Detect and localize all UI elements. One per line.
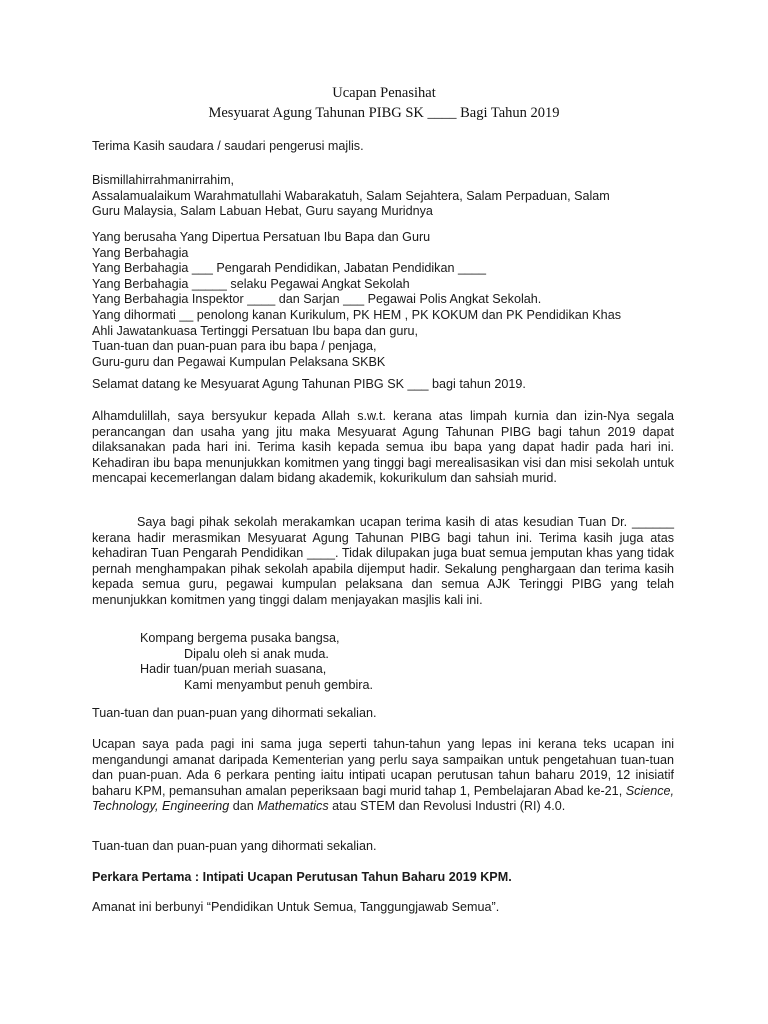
address-line: Tuan-tuan dan puan-puan yang dihormati sekalian. bbox=[92, 839, 377, 853]
amanat-line: Amanat ini berbunyi “Pendidikan Untuk Semua, Tanggungjawab Semua”. bbox=[92, 900, 500, 914]
paragraph-line: menjayakan masjlis kali ini. bbox=[330, 592, 483, 607]
paragraph-line: 2019 dapat dilaksanakan pada hari ini. Terima kasih kepada semua ibu bapa yang dapat bbox=[92, 424, 674, 455]
paragraph-italic-text: Science, Technology, Engineering bbox=[92, 783, 675, 814]
greeting-line: Assalamualaikum Warahmatullahi Wabarakatuh, Salam Sejahtera, Salam Perpaduan, Salam bbox=[92, 188, 610, 203]
protocol-line: Yang Berbahagia _____ selaku Pegawai Angkat Sekolah bbox=[92, 276, 410, 291]
paragraph-line: murid tahap 1, Pembelajaran Abad ke-21, bbox=[389, 783, 623, 798]
paragraph-line: ini mengandungi amanat daripada Kementerian yang perlu saya sampaikan untuk bbox=[92, 737, 674, 767]
thanks-line: Terima Kasih saudara / saudari pengerusi majlis. bbox=[92, 139, 364, 153]
greeting-line: Guru Malaysia, Salam Labuan Hebat, Guru sayang Muridnya bbox=[92, 204, 433, 219]
paragraph-line: juga atas kehadiran Tuan Pengarah Pendidikan ____. Tidak dilupakan juga buat semua bbox=[92, 530, 675, 561]
protocol-line: Yang dihormati __ penolong kanan Kurikulum, PK HEM , PK KOKUM dan PK Pendidikan Khas bbox=[92, 307, 621, 322]
protocol-line: Yang Berbahagia Inspektor ____ dan Sarjan ___ Pegawai Polis Angkat Sekolah. bbox=[92, 292, 542, 307]
paragraph-line: perutusan tahun baharu 2019, 12 inisiatif baharu KPM, pemansuhan amalan peperiksaan bagi bbox=[92, 768, 674, 798]
pantun-verse bbox=[140, 631, 373, 693]
protocol-line: Tuan-tuan dan puan-puan para ibu bapa / penjaga, bbox=[92, 339, 377, 354]
welcome-line: Selamat datang ke Mesyuarat Agung Tahunan PIBG SK ___ bagi tahun 2019. bbox=[92, 377, 526, 391]
protocol-list bbox=[92, 230, 674, 370]
protocol-line: Yang Berbahagia ___ Pengarah Pendidikan, Jabatan Pendidikan ____ bbox=[92, 261, 486, 276]
paragraph-italic-text: Mathematics bbox=[257, 799, 329, 814]
greeting-block bbox=[92, 173, 674, 220]
paragraph-line: dan semua AJK Teringgi PIBG yang telah menunjukkan komitmen yang tinggi dalam bbox=[92, 577, 674, 607]
section-heading: Perkara Pertama : Intipati Ucapan Perutusan Tahun Baharu 2019 KPM. bbox=[92, 870, 512, 884]
paragraph-line: hadir pada hari ini. Kehadiran ibu bapa menunjukkan komitmen yang tinggi bagi bbox=[92, 440, 675, 470]
protocol-line: Guru-guru dan Pegawai Kumpulan Pelaksana SKBK bbox=[92, 354, 386, 369]
pantun-line: Kompang bergema pusaka bangsa, bbox=[140, 631, 340, 645]
paragraph-line: segala perancangan dan usaha yang jitu maka Mesyuarat Agung Tahunan PIBG bagi tahun bbox=[92, 409, 674, 439]
pantun-line: Kami menyambut penuh gembira. bbox=[184, 677, 374, 692]
paragraph-3 bbox=[92, 737, 674, 815]
document-title: Ucapan Penasihat bbox=[332, 85, 436, 101]
pantun-line: Hadir tuan/puan meriah suasana, bbox=[140, 662, 327, 677]
paragraph-1 bbox=[92, 409, 674, 487]
protocol-line: Yang berusaha Yang Dipertua Persatuan Ibu Bapa dan Guru bbox=[92, 230, 431, 244]
paragraph-line: merealisasikan visi dan misi sekolah untuk mencapai kecemerlangan dalam bidang bbox=[92, 455, 674, 486]
paragraph-line: dan bbox=[232, 799, 254, 814]
protocol-line: Yang Berbahagia bbox=[92, 245, 189, 260]
paragraph-line: akademik, kokurikulum dan sahsiah murid. bbox=[318, 471, 557, 486]
document-subtitle: Mesyuarat Agung Tahunan PIBG SK ____ Bagi Tahun 2019 bbox=[208, 105, 560, 121]
paragraph-line: Alhamdulillah, saya bersyukur kepada Allah s.w.t. kerana atas limpah kurnia dan izin-Nya bbox=[92, 409, 630, 423]
paragraph-line: Ucapan saya pada pagi ini sama juga seperti tahun-tahun yang lepas ini kerana teks ucapan bbox=[92, 737, 655, 751]
address-line: Tuan-tuan dan puan-puan yang dihormati sekalian. bbox=[92, 706, 377, 720]
paragraph-line: jemputan khas yang tidak pernah menghampakan pihak sekolah apabila dijemput hadir. bbox=[92, 546, 675, 576]
paragraph-line: ______ kerana hadir merasmikan Mesyuarat Agung Tahunan PIBG bagi tahun ini. Terima kasih bbox=[92, 515, 674, 545]
paragraph-line: pengetahuan tuan-tuan dan puan-puan. Ada 6 perkara penting iaitu intipati ucapan bbox=[92, 752, 675, 783]
paragraph-line: Sekalung penghargaan dan terima kasih kepada semua guru, pegawai kumpulan pelaksana bbox=[92, 561, 674, 592]
paragraph-line: Saya bagi pihak sekolah merakamkan ucapan terima kasih di atas kesudian Tuan Dr. bbox=[137, 515, 628, 529]
greeting-line: Bismillahirrahmanirrahim, bbox=[92, 173, 235, 187]
protocol-line: Ahli Jawatankuasa Tertinggi Persatuan Ibu bapa dan guru, bbox=[92, 323, 419, 338]
paragraph-2 bbox=[92, 515, 674, 609]
paragraph-line: atau STEM dan Revolusi Industri (RI) 4.0. bbox=[332, 799, 566, 814]
pantun-line: Dipalu oleh si anak muda. bbox=[184, 646, 329, 661]
